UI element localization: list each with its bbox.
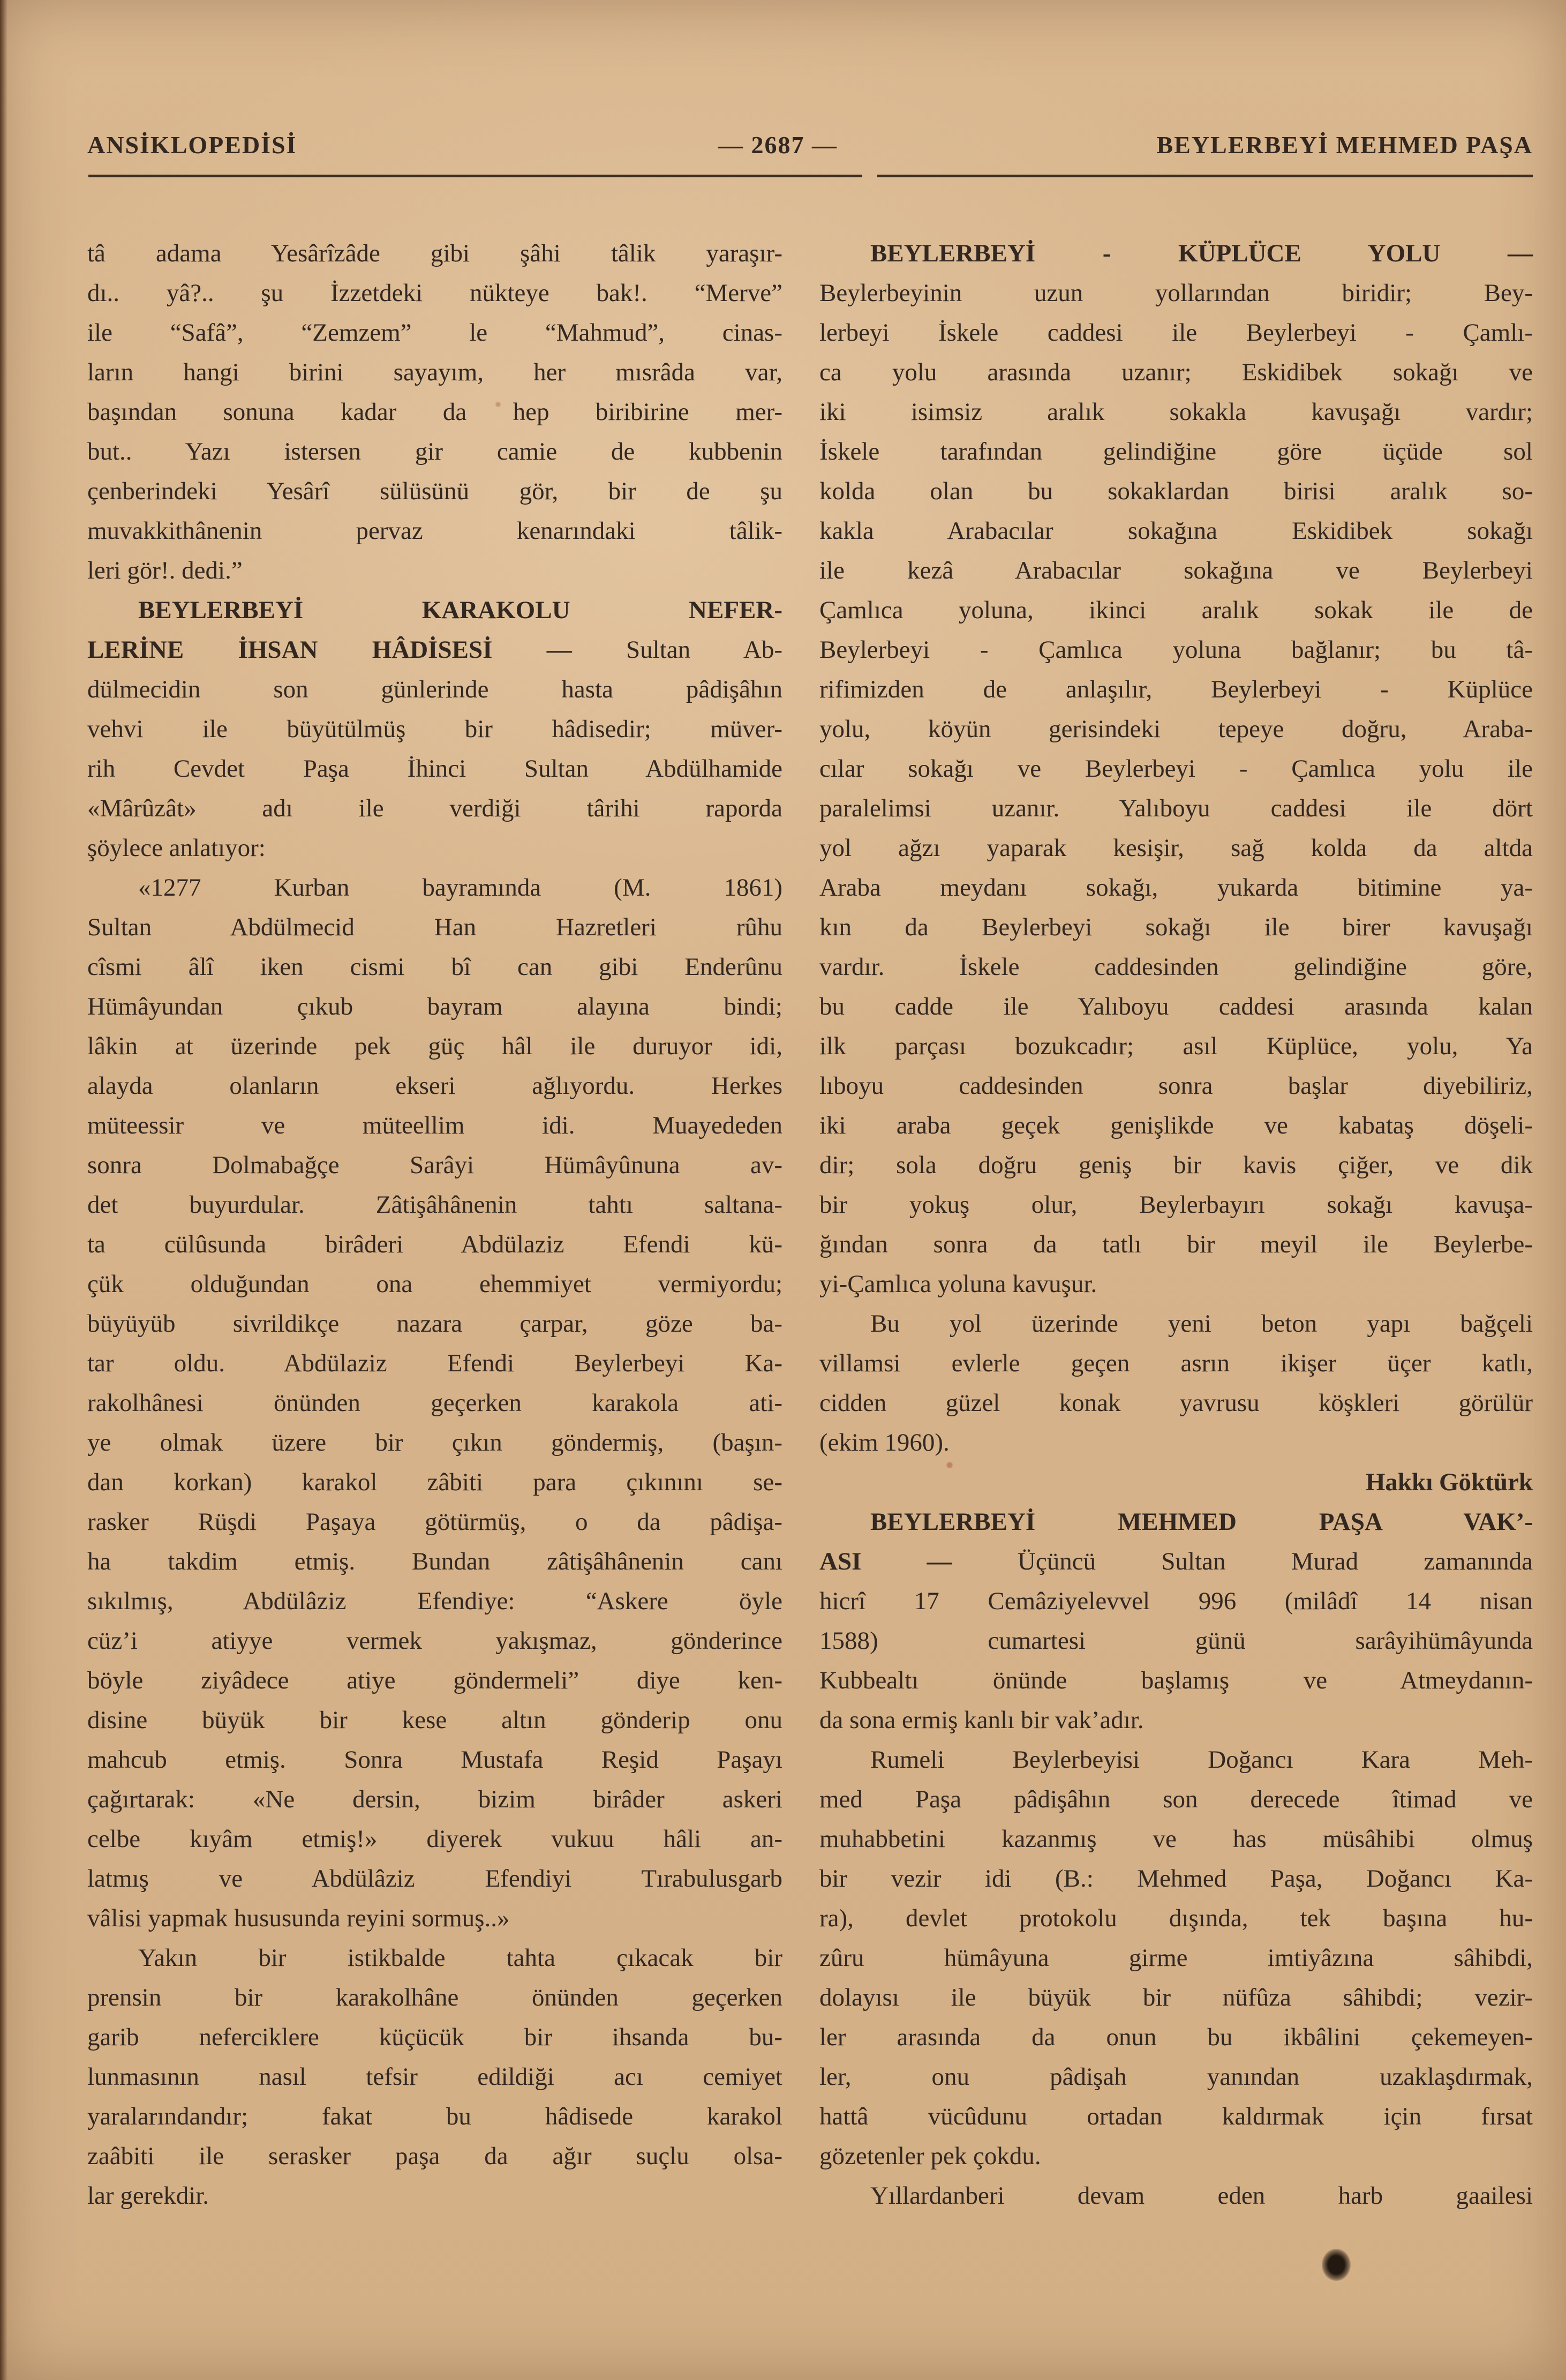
text-line — [819, 313, 1533, 352]
text-segment: Rumeli Beylerbeyisi Doğancı Kara Meh- — [870, 1746, 1533, 1774]
text-line — [819, 352, 1533, 392]
text-segment: yolu, köyün gerisindeki tepeye doğru, Araba- — [819, 715, 1533, 743]
text-segment: hattâ vücûdunu ortadan kaldırmak için fırsat — [819, 2103, 1533, 2130]
text-segment: mahcub etmiş. Sonra Mustafa Reşid Paşayı — [87, 1746, 782, 1774]
text-segment: başından sonuna kadar da hep biribirine mer- — [87, 398, 782, 426]
text-segment: rakolhânesi önünden geçerken karakola ati- — [87, 1389, 782, 1417]
text-line — [819, 1423, 1533, 1462]
paragraph — [87, 1938, 782, 2216]
text-segment: büyüyüb sivrildikçe nazara çarpar, göze ba- — [87, 1310, 782, 1338]
text-line — [819, 1542, 1533, 1581]
text-line — [87, 590, 782, 630]
text-line — [87, 1938, 782, 1978]
text-line — [87, 2057, 782, 2097]
text-line — [819, 2097, 1533, 2136]
text-line — [87, 392, 782, 432]
text-segment: bir vezir idi (B.: Mehmed Paşa, Doğancı Ka- — [819, 1865, 1533, 1893]
text-line — [819, 471, 1533, 511]
text-line — [87, 1225, 782, 1264]
text-segment: çağırtarak: «Ne dersin, bizim birâder askeri — [87, 1785, 782, 1813]
text-line — [819, 2017, 1533, 2057]
text-segment: tâ adama Yesârîzâde gibi şâhi tâlik yaraşır- — [87, 239, 782, 267]
text-segment: vâlisi yapmak hususunda reyini sormuş..» — [87, 1904, 510, 1932]
text-segment: dı.. yâ?.. şu İzzetdeki nükteye bak!. “Merve” — [87, 279, 782, 307]
paragraph — [819, 1502, 1533, 1740]
text-segment: Sultan Abdülmecid Han Hazretleri rûhu — [87, 913, 782, 941]
text-segment: med Paşa pâdişâhın son derecede îtimad ve — [819, 1785, 1533, 1813]
text-segment: ların hangi birini sayayım, her mısrâda var, — [87, 358, 782, 386]
text-segment: ler, onu pâdişah yanından uzaklaşdırmak, — [819, 2063, 1533, 2091]
text-segment: lar gerekdir. — [87, 2182, 209, 2210]
text-line — [819, 1383, 1533, 1423]
text-line — [819, 1185, 1533, 1225]
bold-text-segment: Hakkı Göktürk — [1365, 1468, 1533, 1496]
text-line — [819, 1264, 1533, 1304]
text-line — [87, 1978, 782, 2017]
text-line — [819, 2057, 1533, 2097]
text-line — [819, 1106, 1533, 1145]
text-line — [87, 1661, 782, 1700]
text-line — [819, 1780, 1533, 1819]
text-segment: ler arasında da onun bu ikbâlini çekemeyen- — [819, 2023, 1533, 2051]
text-segment: kakla Arabacılar sokağına Eskidibek sokağı — [819, 517, 1533, 545]
text-segment: Üçüncü Sultan Murad zamanında — [952, 1548, 1533, 1575]
text-line — [87, 1502, 782, 1542]
paragraph — [87, 590, 782, 868]
paragraph — [819, 1462, 1533, 1502]
text-segment: rih Cevdet Paşa İhinci Sultan Abdülhamide — [87, 755, 782, 783]
text-line — [87, 234, 782, 273]
text-line — [87, 1462, 782, 1502]
text-segment: bu cadde ile Yalıboyu caddesi arasında kalan — [819, 993, 1533, 1020]
text-segment: zûru hümâyuna girme imtiyâzına sâhibdi, — [819, 1944, 1533, 1972]
text-segment: kolda olan bu sokaklardan birisi aralık so- — [819, 477, 1533, 505]
text-line — [87, 551, 782, 590]
text-segment: vardır. İskele caddesinden gelindiğine göre, — [819, 953, 1533, 981]
text-segment: leri gör!. dedi.” — [87, 557, 243, 584]
text-segment: cîsmi âlî iken cismi bî can gibi Enderûnu — [87, 953, 782, 981]
text-segment: «1277 Kurban bayramında (M. 1861) — [138, 874, 782, 902]
text-segment: müteessir ve müteellim idi. Muayededen — [87, 1112, 782, 1139]
text-segment: iki isimsiz aralık sokakla kavuşağı vardır; — [819, 398, 1533, 426]
text-line — [87, 1066, 782, 1106]
text-line — [87, 987, 782, 1026]
text-line — [819, 828, 1533, 868]
text-segment: Beylerbeyinin uzun yollarından biridir; Bey- — [819, 279, 1533, 307]
text-line — [819, 2136, 1533, 2176]
text-segment: ile kezâ Arabacılar sokağına ve Beylerbeyi — [819, 557, 1533, 584]
text-line — [819, 709, 1533, 749]
text-segment: cüz’i atiyye vermek yakışmaz, gönderince — [87, 1627, 782, 1655]
text-line — [87, 313, 782, 352]
text-line — [819, 590, 1533, 630]
bold-text-segment: BEYLERBEYİ - KÜPLÜCE YOLU — — [870, 239, 1533, 267]
text-segment: böyle ziyâdece atiye göndermeli” diye ken- — [87, 1666, 782, 1694]
text-segment: 1588) cumartesi günü sarâyihümâyunda — [819, 1627, 1533, 1655]
text-segment: çük olduğundan ona ehemmiyet vermiyordu; — [87, 1270, 782, 1298]
text-line — [819, 1621, 1533, 1661]
text-line — [819, 551, 1533, 590]
text-line — [87, 1185, 782, 1225]
bold-text-segment: LERİNE İHSAN HÂDİSESİ — — [87, 636, 572, 664]
text-segment: celbe kıyâm etmiş!» diyerek vukuu hâli an- — [87, 1825, 782, 1853]
paragraph — [819, 1740, 1533, 2176]
text-line — [819, 1343, 1533, 1383]
text-segment: dir; sola doğru geniş bir kavis çiğer, ve dik — [819, 1151, 1533, 1179]
bold-text-segment: BEYLERBEYİ MEHMED PAŞA VAK’- — [870, 1508, 1533, 1536]
text-line — [87, 1700, 782, 1740]
text-line — [819, 1819, 1533, 1859]
text-line — [87, 1542, 782, 1581]
text-segment: rasker Rüşdi Paşaya götürmüş, o da pâdişa- — [87, 1508, 782, 1536]
text-segment: cidden güzel konak yavrusu köşkleri görülür — [819, 1389, 1533, 1417]
text-segment: ta cülûsunda birâderi Abdülaziz Efendi kü- — [87, 1230, 782, 1258]
running-header — [87, 131, 1533, 163]
text-segment: iki araba geçek genişlikde ve kabataş döşeli- — [819, 1112, 1533, 1139]
text-line — [87, 947, 782, 987]
text-segment: dülmecidin son günlerinde hasta pâdişâhın — [87, 675, 782, 703]
text-segment: ilk parçası bozukcadır; asıl Küplüce, yolu, Ya — [819, 1032, 1533, 1060]
text-line — [819, 1502, 1533, 1542]
text-line — [819, 511, 1533, 551]
text-line — [87, 1264, 782, 1304]
text-line — [819, 1859, 1533, 1898]
text-line — [87, 511, 782, 551]
text-segment: bir yokuş olur, Beylerbayırı sokağı kavuşa- — [819, 1191, 1533, 1219]
text-segment: Sultan Ab- — [571, 636, 782, 664]
text-line — [819, 1898, 1533, 1938]
text-line — [87, 749, 782, 789]
text-line — [87, 828, 782, 868]
text-line — [87, 868, 782, 907]
text-line — [87, 1343, 782, 1383]
text-line — [87, 670, 782, 709]
paragraph — [87, 234, 782, 590]
text-line — [819, 2176, 1533, 2216]
text-line — [87, 2176, 782, 2216]
text-line — [819, 1304, 1533, 1343]
text-segment: ile “Safâ”, “Zemzem” le “Mahmud”, cinas- — [87, 319, 782, 347]
text-segment: lâkin at üzerinde pek güç hâl ile duruyor idi, — [87, 1032, 782, 1060]
text-segment: ğından sonra da tatlı bir meyil ile Beylerbe- — [819, 1230, 1533, 1258]
text-segment: Yıllardanberi devam eden harb gaailesi — [870, 2182, 1533, 2210]
text-segment: «Mârûzât» adı ile verdiği târihi raporda — [87, 794, 782, 822]
text-line — [87, 1145, 782, 1185]
text-line — [87, 1740, 782, 1780]
text-line — [87, 1859, 782, 1898]
text-line — [87, 1106, 782, 1145]
text-segment: şöylece anlatıyor: — [87, 834, 266, 862]
text-segment: sıkılmış, Abdülâziz Efendiye: “Askere öyle — [87, 1587, 782, 1615]
text-line — [819, 1661, 1533, 1700]
text-segment: da sona ermiş kanlı bir vak’adır. — [819, 1706, 1144, 1734]
bold-text-segment: BEYLERBEYİ KARAKOLU NEFER- — [138, 596, 782, 624]
text-segment: tar oldu. Abdülaziz Efendi Beylerbeyi Ka- — [87, 1349, 782, 1377]
text-line — [819, 273, 1533, 313]
text-segment: çenberindeki Yesârî sülüsünü gör, bir de şu — [87, 477, 782, 505]
text-line — [819, 907, 1533, 947]
text-line — [819, 1462, 1533, 1502]
text-line — [819, 749, 1533, 789]
text-line — [819, 947, 1533, 987]
text-line — [819, 1225, 1533, 1264]
text-segment: Yakın bir istikbalde tahta çıkacak bir — [138, 1944, 782, 1972]
header-rule-left — [88, 175, 862, 177]
text-line — [819, 868, 1533, 907]
paragraph — [819, 1304, 1533, 1462]
text-segment: paralelimsi uzanır. Yalıboyu caddesi ile dört — [819, 794, 1533, 822]
text-segment: ha takdim etmiş. Bundan zâtişâhânenin canı — [87, 1548, 782, 1575]
text-line — [819, 987, 1533, 1026]
text-line — [87, 709, 782, 749]
text-column-left — [87, 234, 782, 2216]
text-line — [87, 1780, 782, 1819]
text-segment: dolayısı ile büyük bir nüfûza sâhibdi; vezir- — [819, 1984, 1533, 2011]
text-segment: (ekim 1960). — [819, 1429, 950, 1456]
text-line — [87, 1898, 782, 1938]
text-segment: kın da Beylerbeyi sokağı ile birer kavuşağı — [819, 913, 1533, 941]
text-segment: muhabbetini kazanmış ve has müsâhibi olmuş — [819, 1825, 1533, 1853]
text-line — [87, 907, 782, 947]
text-line — [819, 1740, 1533, 1780]
text-segment: ra), devlet protokolu dışında, tek başına hu- — [819, 1904, 1533, 1932]
text-segment: det buyurdular. Zâtişâhânenin tahtı saltana- — [87, 1191, 782, 1219]
text-segment: cılar sokağı ve Beylerbeyi - Çamlıca yolu ile — [819, 755, 1533, 783]
text-line — [819, 630, 1533, 670]
text-line — [87, 1581, 782, 1621]
text-segment: Bu yol üzerinde yeni beton yapı bağçeli — [870, 1310, 1533, 1338]
paragraph — [819, 2176, 1533, 2216]
text-segment: Çamlıca yoluna, ikinci aralık sokak ile de — [819, 596, 1533, 624]
text-column-right — [819, 234, 1533, 2216]
running-title-left: ANSİKLOPEDİSİ — [87, 131, 297, 159]
text-segment: lıboyu caddesinden sonra başlar diyebiliriz, — [819, 1072, 1533, 1100]
header-rule-right — [877, 175, 1533, 177]
text-segment: but.. Yazı istersen gir camie de kubbenin — [87, 438, 782, 466]
paragraph — [87, 868, 782, 1938]
text-segment: İskele tarafından gelindiğine göre üçüde sol — [819, 438, 1533, 466]
text-line — [87, 273, 782, 313]
text-line — [87, 1423, 782, 1462]
text-line — [87, 1304, 782, 1343]
text-segment: latmış ve Abdülâziz Efendiyi Tırabulusgarb — [87, 1865, 782, 1893]
text-segment: zaâbiti ile serasker paşa da ağır suçlu olsa- — [87, 2142, 782, 2170]
text-line — [819, 1026, 1533, 1066]
text-segment: lunmasının nasıl tefsir edildiği acı cemiyet — [87, 2063, 782, 2091]
text-line — [87, 1621, 782, 1661]
text-segment: rifimizden de anlaşılır, Beylerbeyi - Küplüce — [819, 675, 1533, 703]
paragraph — [819, 234, 1533, 1304]
text-line — [87, 2136, 782, 2176]
text-segment: hicrî 17 Cemâziyelevvel 996 (milâdî 14 nisan — [819, 1587, 1533, 1615]
text-segment: Beylerbeyi - Çamlıca yoluna bağlanır; bu tâ- — [819, 636, 1533, 664]
text-segment: Kubbealtı önünde başlamış ve Atmeydanın- — [819, 1666, 1533, 1694]
text-line — [87, 1819, 782, 1859]
text-line — [819, 1145, 1533, 1185]
text-segment: muvakkithânenin pervaz kenarındaki tâlik- — [87, 517, 782, 545]
text-line — [819, 670, 1533, 709]
text-segment: garib neferciklere küçücük bir ihsanda bu- — [87, 2023, 782, 2051]
text-line — [819, 234, 1533, 273]
text-segment: yi-Çamlıca yoluna kavuşur. — [819, 1270, 1097, 1298]
text-segment: ca yolu arasında uzanır; Eskidibek sokağı ve — [819, 358, 1533, 386]
text-line — [87, 2097, 782, 2136]
text-segment: yaralarındandır; fakat bu hâdisede karakol — [87, 2103, 782, 2130]
text-line — [87, 352, 782, 392]
text-segment: sonra Dolmabağçe Sarâyi Hümâyûnuna av- — [87, 1151, 782, 1179]
text-line — [87, 789, 782, 828]
text-segment: alayda olanların ekseri ağlıyordu. Herkes — [87, 1072, 782, 1100]
text-line — [819, 1700, 1533, 1740]
text-segment: gözetenler pek çokdu. — [819, 2142, 1041, 2170]
text-segment: lerbeyi İskele caddesi ile Beylerbeyi - Çamlı- — [819, 319, 1533, 347]
text-segment: dan korkan) karakol zâbiti para çıkınını se- — [87, 1468, 782, 1496]
text-segment: Hümâyundan çıkub bayram alayına bindi; — [87, 993, 782, 1020]
text-line — [819, 1978, 1533, 2017]
page-number: — 2687 — — [718, 131, 838, 159]
text-segment: disine büyük bir kese altın gönderip onu — [87, 1706, 782, 1734]
text-line — [819, 1938, 1533, 1978]
text-line — [87, 630, 782, 670]
ink-blot — [1322, 2249, 1351, 2281]
text-line — [819, 432, 1533, 471]
text-segment: prensin bir karakolhâne önünden geçerken — [87, 1984, 782, 2011]
text-segment: ye olmak üzere bir çıkın göndermiş, (başın- — [87, 1429, 782, 1456]
text-line — [819, 392, 1533, 432]
text-line — [87, 1383, 782, 1423]
text-line — [87, 471, 782, 511]
text-line — [87, 1026, 782, 1066]
text-segment: villamsi evlerle geçen asrın ikişer üçer katlı, — [819, 1349, 1533, 1377]
text-segment: vehvi ile büyütülmüş bir hâdisedir; müver- — [87, 715, 782, 743]
bold-text-segment: ASI — — [819, 1548, 952, 1575]
running-title-right: BEYLERBEYİ MEHMED PAŞA — [1156, 131, 1533, 159]
text-line — [87, 432, 782, 471]
text-line — [819, 789, 1533, 828]
text-segment: yol ağzı yaparak kesişir, sağ kolda da altda — [819, 834, 1533, 862]
text-line — [819, 1581, 1533, 1621]
text-line — [819, 1066, 1533, 1106]
text-segment: Araba meydanı sokağı, yukarda bitimine ya- — [819, 874, 1533, 902]
text-line — [87, 2017, 782, 2057]
